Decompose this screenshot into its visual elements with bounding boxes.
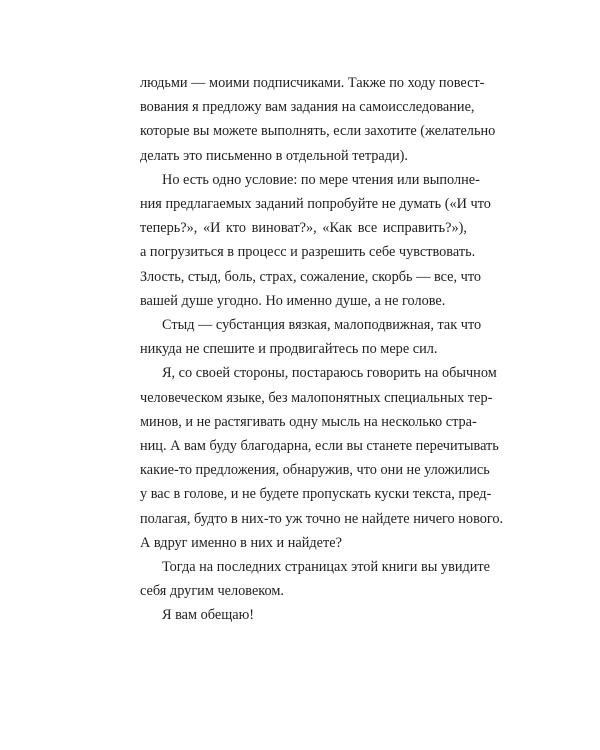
- text-line: ния предлагаемых заданий попробуйте не думать («И что: [140, 196, 491, 213]
- text-line: вашей душе угодно. Но именно душе, а не голове.: [140, 292, 446, 309]
- paragraph-5: [140, 555, 491, 603]
- text-line: человеческом языке, без малопонятных специальных тер-: [140, 389, 493, 406]
- text-line: минов, и не растягивать одну мысль на несколько стра-: [140, 413, 477, 430]
- text-line: себя другим человеком.: [140, 583, 285, 600]
- text-line: ниц. А вам буду благодарна, если вы станете перечитывать: [140, 438, 499, 455]
- text-line: Злость, стыд, боль, страх, сожаление, скорбь — все, что: [140, 268, 482, 285]
- text-line: Но есть одно условие: по мере чтения или выполне-: [162, 171, 480, 188]
- text-line: Я вам обещаю!: [162, 607, 255, 624]
- paragraph-4: [140, 361, 504, 555]
- text-line: а погрузиться в процесс и разрешить себе чувствовать.: [140, 244, 476, 261]
- paragraph-1: [140, 71, 496, 168]
- text-line: у вас в голове, и не будете пропускать куски текста, пред-: [140, 486, 492, 503]
- text-line: А вдруг именно в них и найдете?: [140, 534, 342, 551]
- text-line: Тогда на последних страницах этой книги вы увидите: [162, 559, 491, 576]
- text-line: теперь?», «И кто виноват?», «Как все исправить?»),: [140, 220, 467, 237]
- paragraph-3: [140, 313, 482, 361]
- text-line: полагая, будто в них-то уж точно не найдете ничего нового.: [140, 510, 504, 527]
- paragraph-2: [140, 168, 491, 313]
- text-line: какие-то предложения, обнаружив, что они не уложились: [140, 462, 490, 479]
- text-line: никуда не спешите и продвигайтесь по мере сил.: [140, 341, 438, 358]
- body-text: [140, 71, 504, 628]
- text-line: людьми — моими подписчиками. Также по ходу повест-: [140, 75, 485, 91]
- text-line: которые вы можете выполнять, если захотите (желательно: [140, 123, 496, 140]
- text-line: вования я предложу вам задания на самоисследование,: [140, 99, 475, 116]
- text-line: делать это письменно в отдельной тетради).: [140, 147, 408, 164]
- text-line: Стыд — субстанция вязкая, малоподвижная, так что: [162, 317, 482, 334]
- paragraph-6: [140, 603, 467, 627]
- text-line: Я, со своей стороны, постараюсь говорить на обычном: [162, 365, 497, 382]
